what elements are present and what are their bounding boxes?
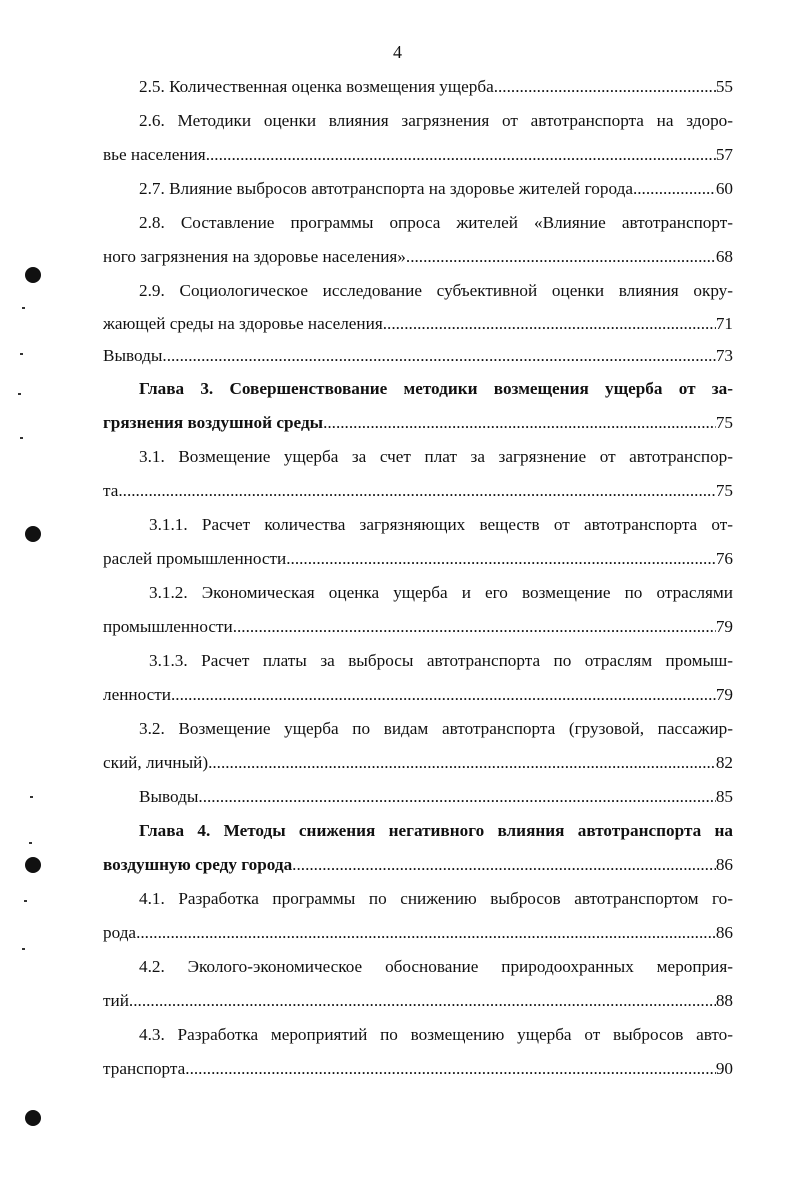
leader-dots bbox=[633, 172, 716, 206]
leader-dots bbox=[208, 746, 716, 780]
leader-dots bbox=[118, 474, 715, 508]
toc-entry-title-line2: ский, личный) bbox=[103, 753, 209, 772]
scan-speck bbox=[22, 948, 25, 950]
toc-page-number: 86 bbox=[715, 855, 733, 874]
table-of-contents bbox=[103, 70, 733, 1086]
toc-page-number: 55 bbox=[715, 77, 733, 96]
chapter-title-line1: Глава 3. Совершенствование методики возмещения ущерба от за- bbox=[139, 379, 733, 398]
toc-entry-title-line1: 3.1. Возмещение ущерба за счет плат за загрязнение от автотранспор- bbox=[139, 447, 733, 466]
leader-dots bbox=[136, 916, 716, 950]
toc-entry-title-line1: 4.1. Разработка программы по снижению выбросов автотранспортом го- bbox=[139, 889, 733, 908]
leader-dots bbox=[162, 340, 715, 372]
toc-page-number: 76 bbox=[715, 549, 733, 568]
toc-entry-title-line2: тий bbox=[103, 991, 129, 1010]
toc-entry-title-line2: рода bbox=[103, 923, 137, 942]
scan-speck bbox=[18, 393, 21, 395]
toc-page-number: 57 bbox=[715, 145, 733, 164]
toc-page-number: 68 bbox=[715, 247, 733, 266]
toc-entry-title-line2: промышленности bbox=[103, 617, 233, 636]
chapter-title-line2: воздушную среду города bbox=[103, 855, 293, 874]
toc-page-number: 71 bbox=[715, 314, 733, 333]
toc-entry-title: 2.7. Влияние выбросов автотранспорта на здоровье жителей города bbox=[139, 179, 633, 198]
toc-entry-title-line1: 3.2. Возмещение ущерба по видам автотранспорта (грузовой, пассажир- bbox=[139, 719, 733, 738]
leader-dots bbox=[171, 678, 716, 712]
scan-speck bbox=[24, 900, 27, 902]
toc-entry-4-1 bbox=[103, 882, 733, 950]
toc-entry-2-8 bbox=[103, 206, 733, 274]
scan-speck bbox=[30, 796, 33, 798]
toc-chapter-3 bbox=[103, 372, 733, 440]
toc-chapter-4 bbox=[103, 814, 733, 882]
toc-entry-title-line2: ленности bbox=[103, 685, 171, 704]
toc-page-number: 82 bbox=[715, 753, 733, 772]
leader-dots bbox=[185, 1052, 716, 1086]
toc-entry-chapter-3-conclusions bbox=[103, 780, 733, 814]
chapter-title-line2: грязнения воздушной среды bbox=[103, 413, 324, 432]
toc-entry-3-1-1 bbox=[103, 508, 733, 576]
toc-page-number: 75 bbox=[715, 413, 733, 432]
binding-margin-marks bbox=[0, 0, 60, 1196]
binder-hole bbox=[25, 267, 41, 283]
toc-page-number: 88 bbox=[715, 991, 733, 1010]
toc-page-number: 90 bbox=[715, 1059, 733, 1078]
leader-dots bbox=[323, 406, 716, 440]
toc-entry-4-3 bbox=[103, 1018, 733, 1086]
toc-entry-title-line1: 3.1.1. Расчет количества загрязняющих веществ от автотранспорта от- bbox=[149, 515, 733, 534]
toc-page-number: 79 bbox=[715, 685, 733, 704]
binder-hole bbox=[25, 1110, 41, 1126]
binder-hole bbox=[25, 526, 41, 542]
toc-entry-title-line1: 4.2. Эколого-экономическое обоснование природоохранных мероприя- bbox=[139, 957, 733, 976]
toc-entry-title-line2: вье населения bbox=[103, 145, 206, 164]
toc-entry-3-1-2 bbox=[103, 576, 733, 644]
leader-dots bbox=[406, 240, 716, 274]
toc-entry-title-line1: 3.1.2. Экономическая оценка ущерба и его возмещение по отраслями bbox=[149, 583, 733, 602]
toc-page-number: 86 bbox=[715, 923, 733, 942]
toc-entry-chapter-2-conclusions bbox=[103, 340, 733, 372]
leader-dots bbox=[233, 610, 716, 644]
toc-entry-3-1-3 bbox=[103, 644, 733, 712]
toc-entry-title-line2: транспорта bbox=[103, 1059, 186, 1078]
toc-entry-title-line1: 2.6. Методики оценки влияния загрязнения от автотранспорта на здоро- bbox=[139, 111, 733, 130]
leader-dots bbox=[292, 848, 716, 882]
leader-dots bbox=[129, 984, 716, 1018]
toc-entry-3-1 bbox=[103, 440, 733, 508]
toc-entry-title-line2: жающей среды на здоровье населения bbox=[103, 314, 383, 333]
scan-speck bbox=[29, 842, 32, 844]
toc-entry-title-line1: 3.1.3. Расчет платы за выбросы автотранспорта по отраслям промыш- bbox=[149, 651, 733, 670]
toc-entry-title-line2: та bbox=[103, 481, 119, 500]
toc-entry-2-5 bbox=[103, 70, 733, 104]
leader-dots bbox=[286, 542, 716, 576]
toc-page-number: 73 bbox=[715, 346, 733, 365]
chapter-title-line1: Глава 4. Методы снижения негативного влияния автотранспорта на bbox=[139, 821, 733, 840]
toc-entry-title-line1: 2.8. Составление программы опроса жителей «Влияние автотранспорт- bbox=[139, 213, 733, 232]
binder-hole bbox=[25, 857, 41, 873]
toc-page-number: 60 bbox=[715, 179, 733, 198]
scan-speck bbox=[22, 307, 25, 309]
toc-page-number: 79 bbox=[715, 617, 733, 636]
scan-speck bbox=[20, 353, 23, 355]
leader-dots bbox=[383, 308, 716, 340]
toc-entry-title-line1: 4.3. Разработка мероприятий по возмещению ущерба от выбросов авто- bbox=[139, 1025, 733, 1044]
toc-entry-3-2 bbox=[103, 712, 733, 780]
toc-entry-title-line2: раслей промышленности bbox=[103, 549, 287, 568]
toc-entry-2-9 bbox=[103, 274, 733, 340]
toc-entry-2-7 bbox=[103, 172, 733, 206]
toc-entry-title-line1: 2.9. Социологическое исследование субъективной оценки влияния окру- bbox=[139, 281, 733, 300]
page-number: 4 bbox=[393, 42, 402, 62]
toc-entry-2-6 bbox=[103, 104, 733, 172]
toc-page-number: 85 bbox=[715, 787, 733, 806]
toc-page-number: 75 bbox=[715, 481, 733, 500]
toc-entry-title-line2: ного загрязнения на здоровье населения» bbox=[103, 247, 406, 266]
toc-entry-4-2 bbox=[103, 950, 733, 1018]
toc-entry-title: 2.5. Количественная оценка возмещения ущерба bbox=[139, 77, 494, 96]
toc-entry-title: Выводы bbox=[103, 346, 163, 365]
scan-speck bbox=[20, 437, 23, 439]
leader-dots bbox=[198, 780, 715, 814]
leader-dots bbox=[206, 138, 716, 172]
toc-entry-title: Выводы bbox=[139, 787, 199, 806]
leader-dots bbox=[494, 70, 716, 104]
